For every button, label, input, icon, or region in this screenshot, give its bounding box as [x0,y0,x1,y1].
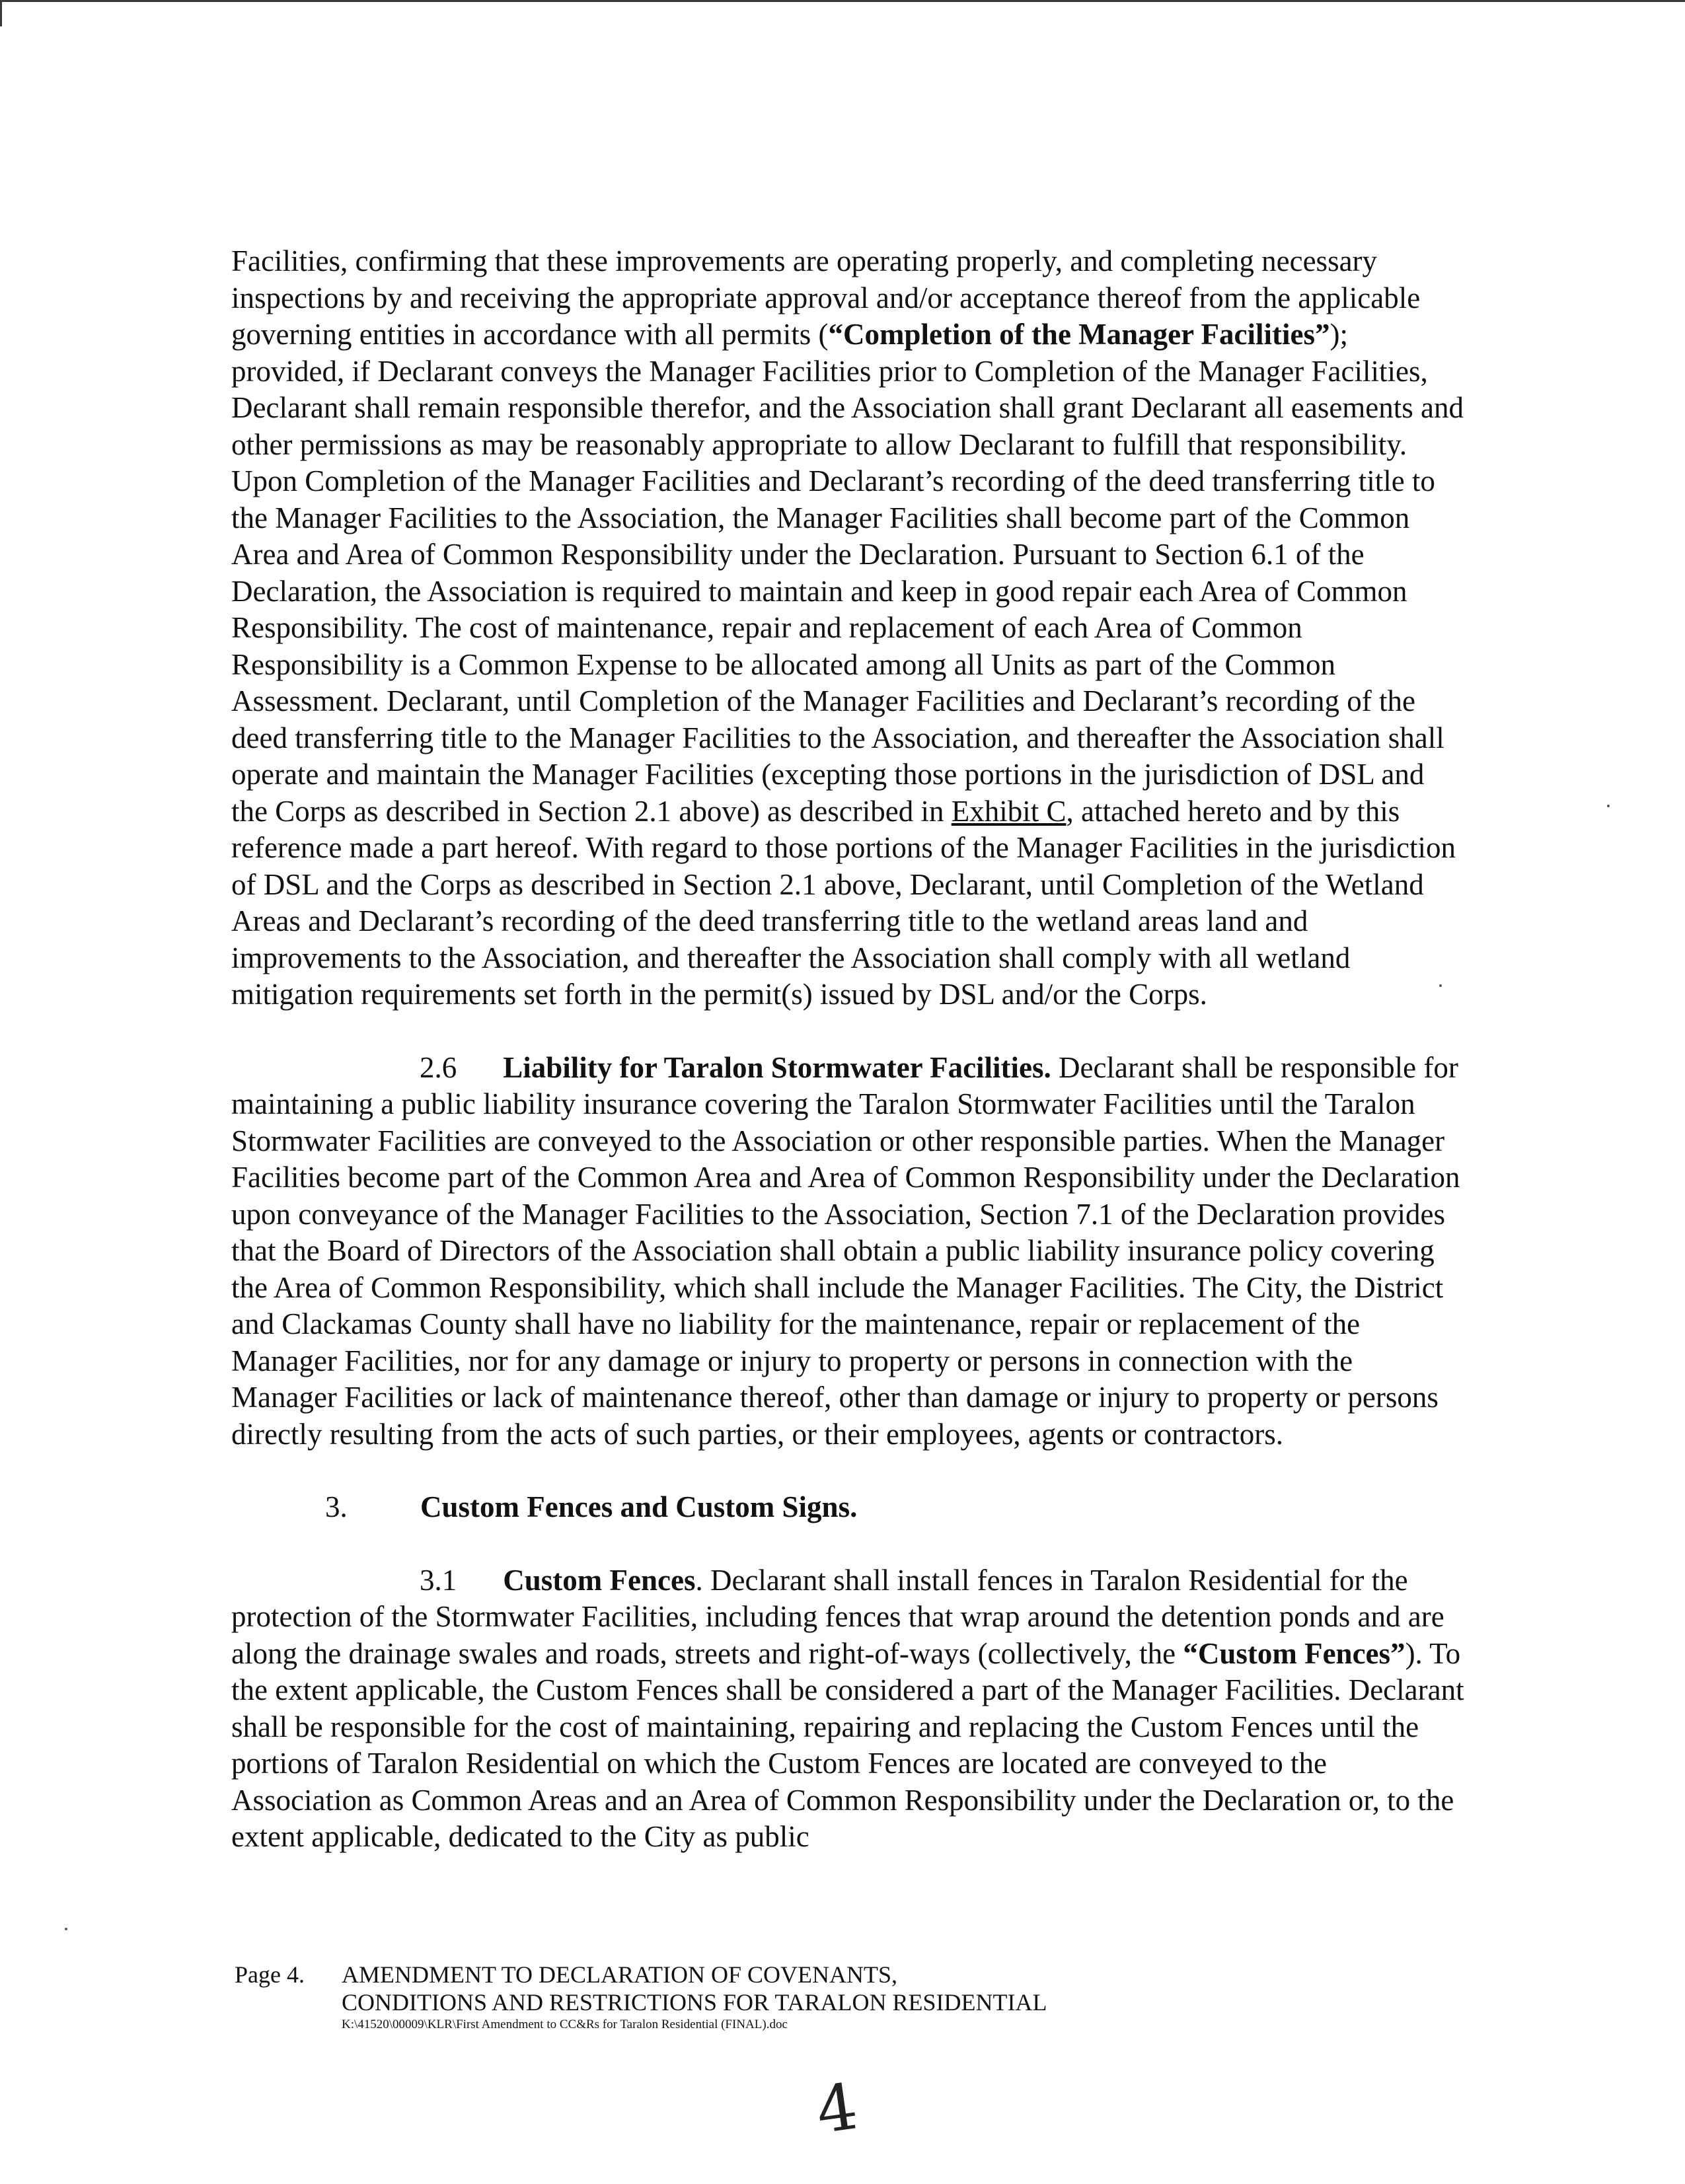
section-3-heading [231,1489,1464,1526]
exhibit-reference: Exhibit C [951,794,1067,828]
text-run: ); provided, if Declarant conveys the Manager Facilities prior to Completion of the Manager Facilities, Declarant shall remain responsible therefor, and the Association shall grant Declarant all easements and other permissions as may be reasonably appropriate to allow Declarant to fulfill that responsibility. Upon Completion of the Manager Facilities and Declarant’s recording of the deed transferring title to the Manager Facilities to the Association, the Manager Facilities shall become part of the Common Area and Area of Common Responsibility under the Declaration. Pursuant to Section 6.1 of the Declaration, the Association is required to maintain and keep in good repair each Area of Common Responsibility. The cost of maintenance, repair and replacement of each Area of Common Responsibility is a Common Expense to be allocated among all Units as part of the Common Assessment. Declarant, until Completion of the Manager Facilities and Declarant’s recording of the deed transferring title to the Manager Facilities to the Association, and thereafter the Association shall operate and maintain the Manager Facilities (excepting those portions in the jurisdiction of DSL and the Corps as described in Section 2.1 above) as described in [231,318,1464,828]
scan-border-left [0,0,2,26]
text-run: Facilities, confirming that these improvements are operating properly, and completing necessary inspections by and receiving the appropriate approval and/or acceptance thereof from the applicable governing entities in accordance with all permits ( [231,244,1421,351]
section-number: 2.6 [420,1050,457,1084]
text-run: , attached hereto and by this reference made a part hereof. With regard to those portions of the Manager Facilities in the jurisdiction of DSL and the Corps as described in Section 2.1 above, Declarant, until Completion of the Wetland Areas and Declarant’s recording of the deed transferring title to the wetland areas land and improvements to the Association, and thereafter the Association shall comply with all wetland mitigation requirements set forth in the permit(s) issued by DSL and/or the Corps. [231,794,1456,1011]
page-number: Page 4. [235,1961,305,1988]
section-number: 3. [325,1490,348,1523]
section-title: Custom Fences and Custom Signs. [420,1490,858,1523]
section-body: . Declarant shall install fences in Taralon Residential for the protection of the Stormwater Facilities, including fences that wrap around the detention ponds and are along the drainage swales and roads, streets and right-of-ways (collectively, the [231,1563,1444,1670]
footer-title-line-1: AMENDMENT TO DECLARATION OF COVENANTS, [342,1961,898,1988]
section-title: Custom Fences [503,1563,696,1597]
scan-speck [65,1928,67,1930]
defined-term: “Custom Fences” [1183,1636,1405,1670]
section-2-6 [231,1050,1464,1453]
handwritten-page-mark: 4 [811,2069,862,2148]
section-body: Declarant shall be responsible for maintaining a public liability insurance covering the Taralon Stormwater Facilities until the Taralon Stormwater Facilities are conveyed to the Association or other responsible parties. When the Manager Facilities become part of the Common Area and Area of Common Responsibility under the Declaration upon conveyance of the Manager Facilities to the Association, Section 7.1 of the Declaration provides that the Board of Directors of the Association shall obtain a public liability insurance policy covering the Area of Common Responsibility, which shall include the Manager Facilities. The City, the District and Clackamas County shall have no liability for the maintenance, repair or replacement of the Manager Facilities, nor for any damage or injury to property or persons in connection with the Manager Facilities or lack of maintenance thereof, other than damage or injury to property or persons directly resulting from the acts of such parties, or their employees, agents or contractors. [231,1050,1460,1451]
footer-title-line-2: CONDITIONS AND RESTRICTIONS FOR TARALON RESIDENTIAL [342,1989,1047,2016]
section-3-1 [231,1562,1464,1856]
section-body: ). To the extent applicable, the Custom Fences shall be considered a part of the Manager Facilities. Declarant shall be responsible for the cost of maintaining, repairing and replacing the Custom Fences until the portions of Taralon Residential on which the Custom Fences are located are conveyed to the Association as Common Areas and an Area of Common Responsibility under the Declaration or, to the extent applicable, dedicated to the City as public [231,1636,1464,1853]
scan-border-top [0,0,1685,2]
paragraph-manager-facilities [231,243,1464,1013]
section-number: 3.1 [420,1563,457,1597]
file-path: K:\41520\00009\KLR\First Amendment to CC&Rs for Taralon Residential (FINAL).doc [342,2018,788,2031]
scan-speck [1439,984,1442,987]
document-body [231,243,1464,1856]
defined-term: “Completion of the Manager Facilities” [828,318,1330,351]
scan-speck [1607,805,1610,807]
section-title: Liability for Taralon Stormwater Facilities. [503,1050,1051,1084]
